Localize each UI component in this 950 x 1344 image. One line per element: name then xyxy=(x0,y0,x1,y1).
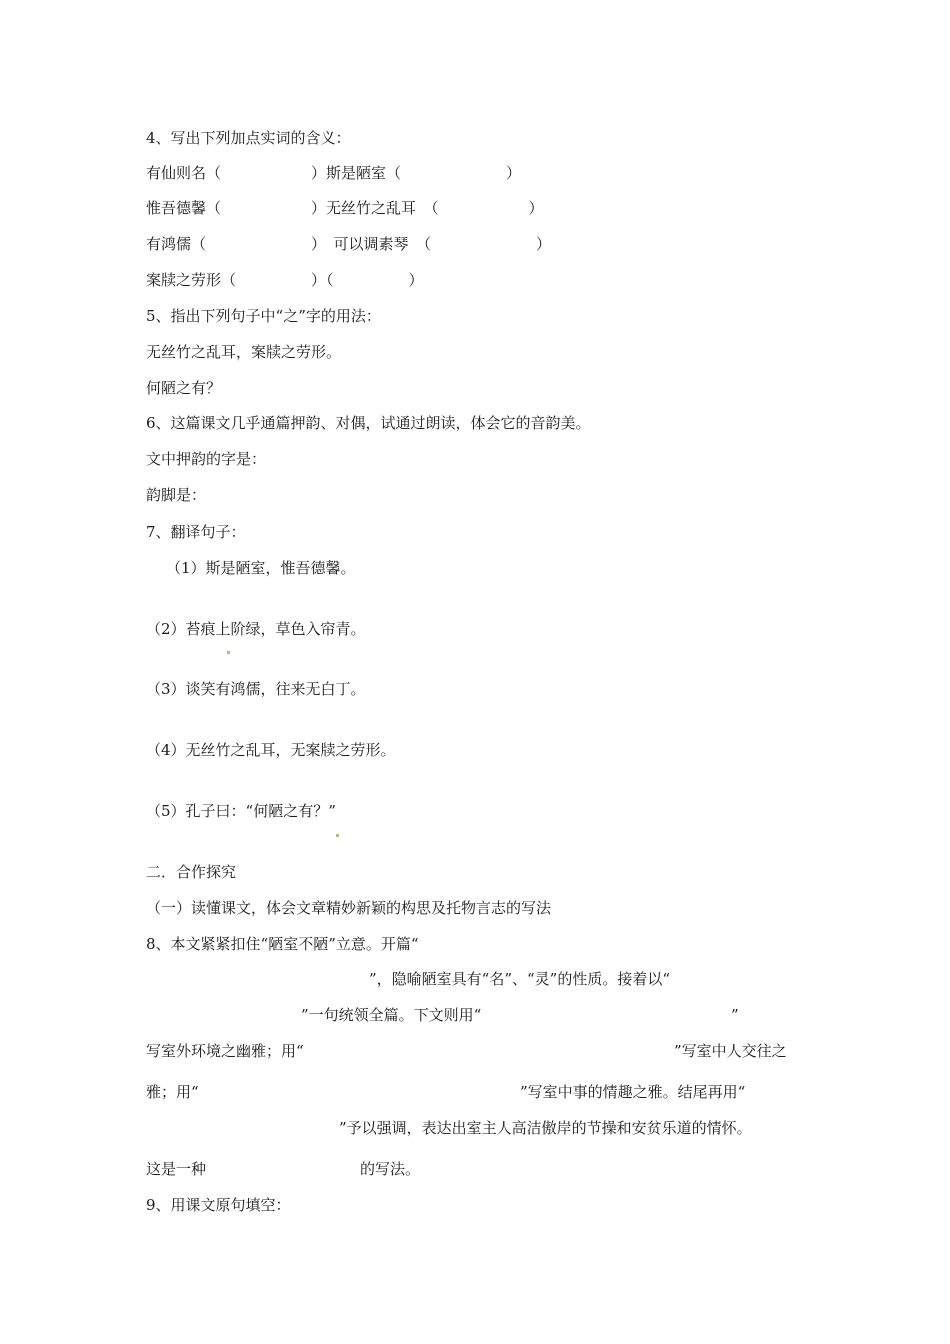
q7-item-4: （4）无丝竹之乱耳，无案牍之劳形。 xyxy=(146,741,396,759)
q4-row-2: 惟吾德馨（ ）无丝竹之乱耳 （ ） xyxy=(146,199,544,217)
q4-heading: 4、写出下列加点实词的含义： xyxy=(146,129,351,147)
q8-line-7a: 这是一种 xyxy=(146,1160,207,1178)
scan-speck xyxy=(336,834,339,837)
q8-line-1: 8、本文紧紧扣住“陋室不陋”立意。开篇“ xyxy=(146,935,419,953)
q7-item-3: （3）谈笑有鸿儒，往来无白丁。 xyxy=(146,680,366,698)
q6-rhyme-feet: 韵脚是： xyxy=(146,486,207,504)
section-2-heading: 二．合作探究 xyxy=(146,863,237,881)
q4-row-3: 有鸿儒（ ） 可以调素琴 （ ） xyxy=(146,235,552,253)
q8-line-3b: ” xyxy=(731,1006,739,1024)
q8-line-4a: 写室外环境之幽雅；用“ xyxy=(146,1042,304,1060)
section-2-subheading: （一）读懂课文，体会文章精妙新颖的构思及托物言志的写法 xyxy=(146,899,552,917)
q4-row-4: 案牍之劳形（ ）（ ） xyxy=(146,271,424,289)
q9-heading: 9、用课文原句填空： xyxy=(146,1196,291,1214)
q8-line-4b: ”写室中人交往之 xyxy=(674,1042,787,1060)
q7-item-1: （1）斯是陋室，惟吾德馨。 xyxy=(166,559,356,577)
q6-heading: 6、这篇课文几乎通篇押韵、对偶，试通过朗读，体会它的音韵美。 xyxy=(146,414,591,432)
q8-line-5b: ”写室中事的情趣之雅。结尾再用“ xyxy=(520,1083,746,1101)
q7-heading: 7、翻译句子： xyxy=(146,523,246,541)
q8-line-3a: ”一句统领全篇。下文则用“ xyxy=(301,1006,482,1024)
q8-line-6: ”予以强调，表达出室主人高洁傲岸的节操和安贫乐道的情怀。 xyxy=(339,1119,752,1137)
q6-rhyme-words: 文中押韵的字是： xyxy=(146,450,267,468)
q5-sentence-1: 无丝竹之乱耳，案牍之劳形。 xyxy=(146,343,342,361)
scan-speck xyxy=(227,651,230,654)
q4-row-1: 有仙则名（ ）斯是陋室（ ） xyxy=(146,164,522,182)
q7-item-2: （2）苔痕上阶绿，草色入帘青。 xyxy=(146,620,366,638)
q5-heading: 5、指出下列句子中“之”字的用法： xyxy=(146,307,381,325)
q8-line-2: ”，隐喻陋室具有“名”、“灵”的性质。接着以“ xyxy=(369,970,671,988)
q8-line-7b: 的写法。 xyxy=(360,1160,421,1178)
q7-item-5: （5）孔子曰：“何陋之有？” xyxy=(146,802,336,820)
q5-sentence-2: 何陋之有？ xyxy=(146,379,222,397)
q8-line-5a: 雅；用“ xyxy=(146,1083,199,1101)
